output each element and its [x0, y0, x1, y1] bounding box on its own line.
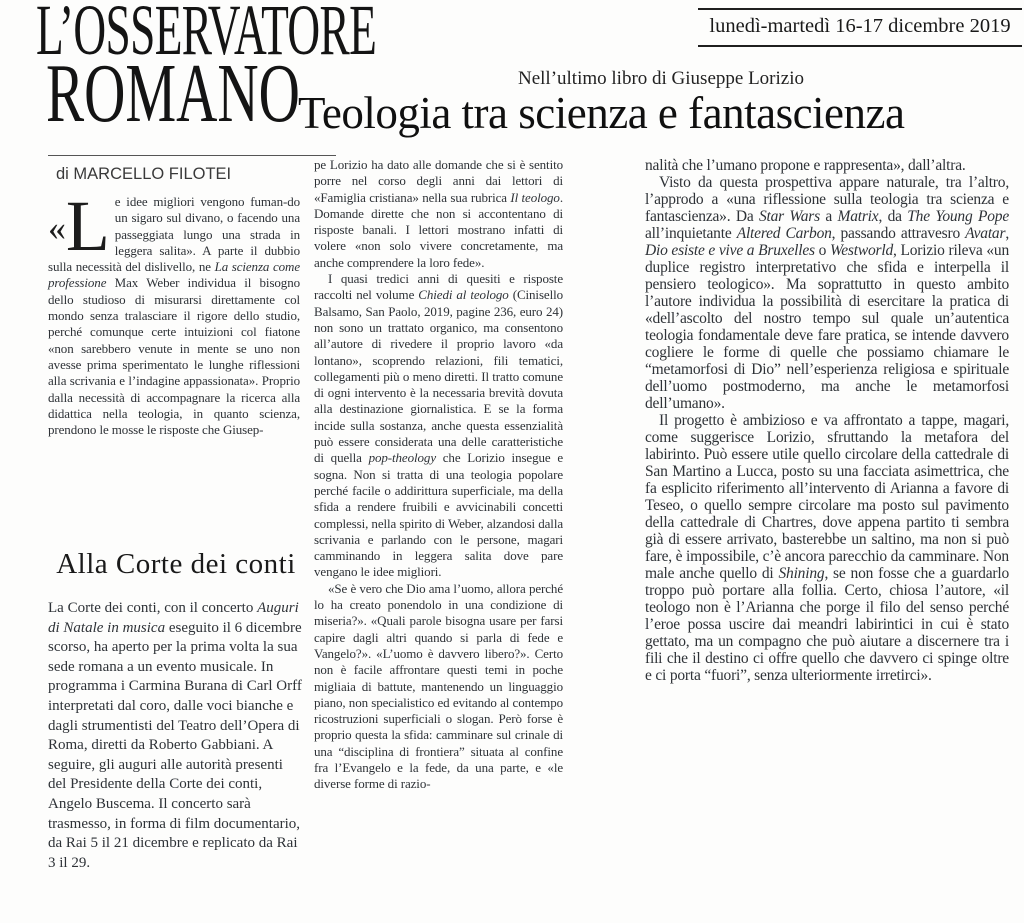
article-paragraph: «Se è vero che Dio ama l’uomo, allora perché lo ha creato ponendolo in una condizione di miseria?». «Quali parole bisogna usare per farsi capire dagli altri quando si parla di fede e Vangelo?». «L’uomo è davvero libero?». Certo non è facile affrontare questi temi in poche migliaia di battute, mantenendo un linguaggio piano, non specialistico ed evitando al contempo ricostruzioni superficiali o slogan. Però forse è proprio questa la sfida: camminare sul crinale di una “disciplina di frontiera” situata al confine fra l’Evangelo e la fede, da una parte, e «le diverse forme di razio- — [314, 580, 563, 792]
drop-cap — [48, 186, 110, 266]
secondary-article-title: Alla Corte dei conti — [56, 548, 296, 580]
secondary-article — [48, 548, 304, 873]
kicker: Nell’ultimo libro di Giuseppe Lorizio — [517, 68, 804, 89]
article-paragraph: pe Lorizio ha dato alle domande che si è sentito porre nel corso degli anni dai lettori di «Famiglia cristiana» nella sua rubrica Il teologo. Domande dirette che non si accontentano di risposte banali. I lettori mostrano infatti di volere «non solo vivere concretamente, ma anche comprendere la loro fede». — [314, 157, 563, 270]
drop-cap-letter: L — [65, 186, 110, 266]
column-right — [645, 157, 1009, 684]
article-paragraph-opening — [48, 186, 301, 438]
column-left — [48, 155, 300, 438]
article-text: e idee migliori vengono fuman-do un sigaro sul divano, o facendo una passeggiata lungo una strada in leggera salita». A parte il dubbio sulla necessità del dislivello, ne La scienza come professione Max Weber individua il bisogno dello studioso di misurarsi direttamente col mondo senza tralasciare il rigore dello studio, perché comunque certe intuizioni col fiatone «non sarebbero venute in mente se uno non avesse prima sperimentato le lunghe riflessioni alla scrivania e l’indagine appassionata». Proprio dalla necessità di accompagnare la ricerca alla didattica nella teologia, in quanto scienza, prendono le mosse le risposte che Giusep- — [48, 194, 301, 438]
article-paragraph: Il progetto è ambizioso e va affrontato a tappe, magari, come suggerisce Lorizio, sfruttando la metafora del labirinto. Può essere utile quello circolare della cattedrale di San Martino a Lucca, posto su una facciata asimettrica, che fa esplicito riferimento all’intervento di Arianna a favore di Teseo, o quello sempre circolare ma posto sul pavimento della cattedrale di Chartres, dove appena partito ti sembra già di essere arrivato, basterebbe un saltino, ma non si può fare, è impossibile, c’è ancora parecchio da camminare. Non male anche quello di Shining, se non fosse che a guardarlo troppo può portare alla follia. Certo, chiosa l’autore, «il teologo non è l’Arianna che porge il filo del senso perché l’eroe possa uscire dai meandri labirintici in cui è stato gettato, ma un compagno che può aiutare a discernere tra i fili che il destino ci offre quello che davvero ci spinge oltre e ci porta “fuori”, senza ulteriormente irretirci». — [645, 412, 1009, 684]
byline: di MARCELLO FILOTEI — [56, 165, 232, 183]
article-paragraph: nalità che l’umano propone e rappresenta», dall’altra. — [645, 157, 966, 174]
article-paragraph: I quasi tredici anni di quesiti e risposte raccolti nel volume Chiedi al teologo (Cinisello Balsamo, San Paolo, 2019, pagine 236, euro 24) non sono un trattato organico, ma consentono all’autore di rivedere il proprio lavoro «da lontano», scoprendo relazioni, fili tematici, collegamenti più o meno diretti. Il tratto comune di ogni intervento è la necessaria brevità dovuta alla destinazione giornalistica. E se la forma incide sulla sostanza, anche questa essenzialità può essere considerata una delle caratteristiche di quella pop-theology che Lorizio insegue e sogna. Non si tratta di una teologia popolare perché facile o addirittura superficiale, ma della sfida a rendere fruibili e avvicinabili concetti complessi, nella spirito di Weber, alzandosi dalla scrivania e parlando con le persone, magari camminando in leggera salita dove pare vengano le idee migliori. — [314, 271, 563, 580]
masthead-title-line2: ROMANO — [46, 47, 300, 140]
masthead-title-line1: L’OSSERVATORE — [36, 0, 377, 70]
date-text: lunedì-martedì 16-17 dicembre 2019 — [709, 15, 1011, 37]
column-middle — [314, 157, 563, 793]
headline: Teologia tra scienza e fantascienza — [298, 88, 905, 138]
byline-rule — [48, 155, 336, 156]
secondary-article-body: La Corte dei conti, con il concerto Auguri di Natale in musica eseguito il 6 dicembre scorso, ha aperto per la prima volta la sua sede romana a un evento musicale. In programma i Carmina Burana di Carl Orff interpretati dal coro, dalle voci bianche e dagli strumentisti del Teatro dell’Opera di Roma, diretti da Roberto Gabbiani. A seguire, gli auguri alle autorità presenti del Presidente della Corte dei conti, Angelo Buscema. Il concerto sarà trasmesso, in forma di film documentario, da Rai 5 il 21 dicembre e replicato da Rai 3 il 29. — [48, 600, 302, 871]
date-box — [698, 8, 1022, 47]
article-paragraph: Visto da questa prospettiva appare naturale, tra l’altro, l’approdo a «una riflessione sulla teologia tra scienza e fantascienza». Da Star Wars a Matrix, da The Young Pope all’inquietante Altered Carbon, passando attravesro Avatar, Dio esiste e vive a Bruxelles o Westworld, Lorizio rileva «un duplice registro interpretativo che sfida e interpella il pensiero teologico». Ma soprattutto in questo ambito l’autore individua la possibilità di esercitare la pratica di «dell’ascolto del nostro tempo sul quale un’autentica teologia fondamentale deve fare pratica, se intende davvero cogliere le forme di quelle che possiamo chiamare le “metamorfosi di Dio” nell’esperienza religiosa e spirituale dell’uomo postmoderno, ma anche le metamorfosi dell’umano». — [645, 174, 1010, 412]
drop-cap-quote: « — [48, 208, 66, 248]
